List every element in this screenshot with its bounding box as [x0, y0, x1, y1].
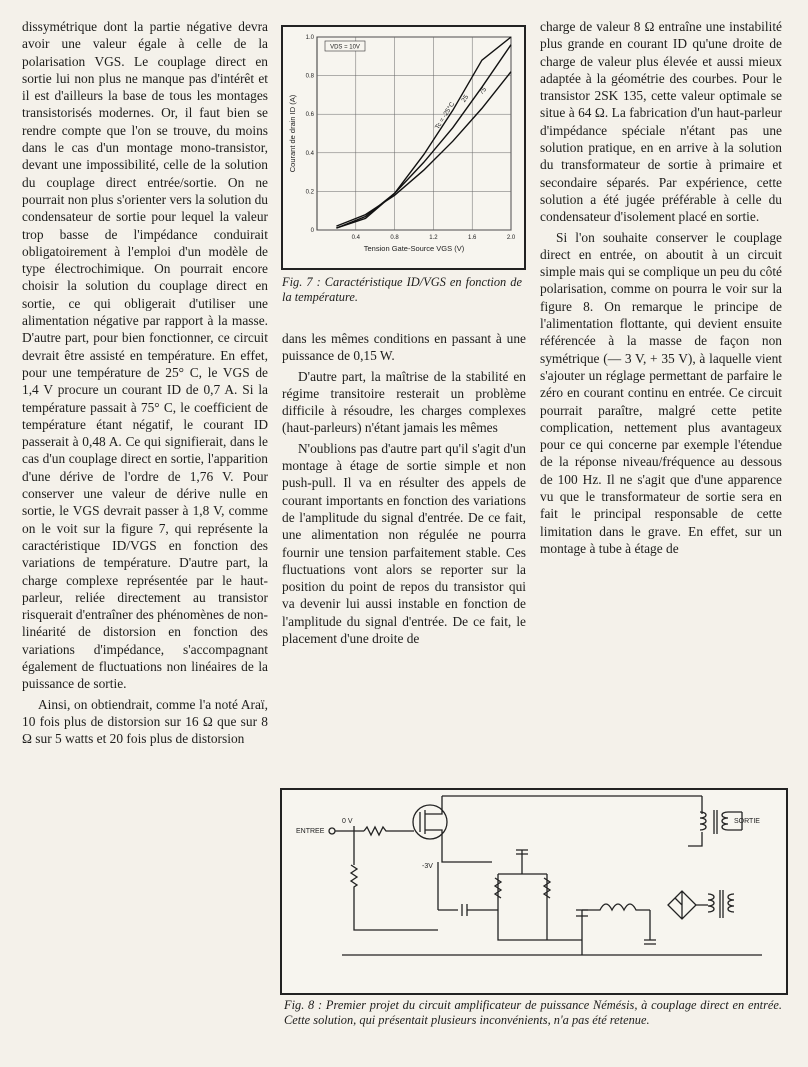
chart-svg: [283, 27, 520, 264]
text-column-1: [22, 18, 268, 750]
capacitor: [438, 904, 498, 916]
paragraph: D'autre part, la maîtrise de la stabilité en régime transitoire resterait un problème difficile à résoudre, les charges complexes (haut-parleurs) n'étant jamais les mêmes: [282, 368, 526, 436]
legend-label: VDS = 10V: [330, 44, 360, 51]
paragraph: dans les mêmes conditions en passant à une puissance de 0,15 W.: [282, 331, 526, 364]
x-tick-label: 0.4: [351, 235, 360, 241]
potentiometer: [516, 850, 528, 874]
output-transformer: [700, 810, 728, 834]
capacitor: [644, 910, 656, 944]
text-column-2: [282, 330, 526, 650]
label-input: ENTREE: [296, 828, 325, 835]
paragraph: dissymétrique dont la partie négative devra avoir une valeur égale à celle de la polarisation VGS. Le couplage direct en sortie lui non plus ne manque pas d'intérêt et il est d'ailleurs la base de tous les montages transistorisés modernes. Or, il faut bien se rendre compte que l'on se trouve, du moins dans le cas d'un montage mono-transistor, devant une impossibilité, celle de la solution du couplage direct entrée/sortie. On ne pourrait non plus s'orienter vers la solution du condensateur de sortie pour lequel la valeur trop basse de l'impédance conduirait obligatoirement à l'emploi d'un modèle de type électrochimique. On pourrait encore choisir la solution du couplage direct en sortie, ce qui obligerait d'utiliser une alimentation négative par rapport à la masse. D'autre part, pour bien fonctionner, ce circuit devrait être assisté en température. En effet, pour une température de 25° C, le VGS de 1,4 V procure un courant ID de 0,7 A. Si la température passait à 75° C, le coefficient de température étant négatif, le courant ID passerait à 0,48 A. Ce qui signifierait, dans le cas d'un couplage direct en sortie, l'apparition d'une dérive de l'ordre de 1,76 V. Pour conserver une valeur de dérive nulle en sortie, le VGS devrait passer à 1,8 V, comme on le voit sur la figure 7, qui représente la caractéristique ID/VGS en fonction des variations de température. D'autre part, la charge complexe représentée par le haut-parleur, reliée directement au transistor risquerait d'entraîner des phénomènes de non-linéarité de distorsion en fonction des variations d'impédance, s'accompagnant également de fluctuations non linéaires de la puissance de sortie.: [22, 19, 269, 692]
series-line: [336, 37, 511, 228]
paragraph: N'oublions pas d'autre part qu'il s'agit d'un montage à étage de sortie simple et non push-pull. Il va en résulter des appels de courant importants en fonction des variations de l'amplitude du signal d'entrée. De ce fait, une alimentation non régulée ne pourra fournir une tension parfaitement stable. Ces fluctuations vont alors se reporter sur la position du point de repos du transistor qui va devenir lui aussi instable en fonction de l'amplitude du signal d'entrée. De ce fait, le placement d'une droite de: [282, 440, 526, 647]
schematic-svg: [282, 790, 782, 989]
plot-frame: [317, 37, 511, 230]
paragraph: Si l'on souhaite conserver le couplage direct en entrée, on aboutit à un circuit simple mais qui se complique un peu du côté polarisation, comme on pourra le voir sur la figure 8. On remarque le principe de l'alimentation flottante, qui devient ensuite référencée à la masse de façon non symétrique (— 3 V, + 35 V), à laquelle vient s'ajouter un réglage permettant de parfaire le zéro en courant continu en entrée. Ce circuit pourrait paraître, malgré cette petite complication, nettement plus avantageux pour ce qui concerne par exemple l'étendue de la réponse niveau/fréquence au dessous de 100 Hz. Il ne s'agit que d'une apparence vu que le transformateur de sortie sera en fait le principal responsable de cette limitation dans le grave. En effet, sur un montage à tube à étage de: [540, 229, 782, 556]
paragraph: charge de valeur 8 Ω entraîne une instabilité plus grande en courant ID qu'une droite de charge de valeur plus élevée et aussi mieux adaptée à la géométrie des courbes. Pour le transistor 2SK 135, cette valeur optimale se situe à 64 Ω. La fabrication d'un haut-parleur d'impédance spéciale n'étant pas une solution pratique, en en arrive à la solution du transformateur de sortie à primaire et secondaire séparés. Par expérience, cette solution a été jugée préférable à celle du condensateur d'isolement placé en sortie.: [540, 19, 782, 225]
resistor: [495, 874, 501, 910]
y-tick-label: 0: [310, 228, 314, 234]
figure-8-caption: Fig. 8 : Premier projet du circuit amplificateur de puissance Némésis, à couplage direct en entrée. Cette solution, qui présentait plusieurs inconvénients, n'a pas été retenue.: [284, 998, 782, 1028]
figure-7-chart: [281, 25, 526, 270]
label-output: SORTIE: [734, 818, 760, 825]
label-0v: 0 V: [342, 818, 353, 825]
figure-8-schematic: [280, 788, 788, 995]
text-column-3: [540, 18, 782, 560]
wire: [688, 796, 702, 846]
x-tick-label: 1.2: [429, 235, 438, 241]
series-line: [336, 72, 511, 226]
choke: [582, 904, 650, 910]
wire: [498, 910, 582, 940]
filter-capacitor: [576, 910, 588, 955]
y-tick-label: 1.0: [305, 35, 314, 41]
y-tick-label: 0.6: [305, 112, 314, 119]
bridge-rectifier: [668, 891, 696, 919]
y-tick-label: 0.2: [305, 189, 314, 196]
x-axis-label: Tension Gate-Source VGS (V): [363, 244, 465, 253]
y-tick-label: 0.8: [305, 73, 314, 80]
y-axis-label: Courant de drain ID (A): [288, 94, 297, 173]
input-resistor: [351, 831, 438, 930]
paragraph: Ainsi, on obtiendrait, comme l'a noté Araï, 10 fois plus de distorsion sur 16 Ω que sur 8 Ω sur 5 watts et 20 fois plus de distorsion: [22, 696, 268, 747]
mains-transformer: [696, 890, 734, 918]
wire: [442, 796, 702, 862]
resistor: [498, 874, 550, 910]
series-line: [336, 45, 511, 228]
label-minus3v: -3V: [422, 863, 433, 870]
input-terminal: [329, 828, 335, 834]
x-tick-label: 1.6: [468, 235, 477, 241]
gate-resistor: [364, 827, 414, 835]
series-label: Tc = -25°C: [434, 101, 457, 131]
series-label: 25: [460, 93, 471, 104]
y-tick-label: 0.4: [305, 150, 314, 157]
figure-7-caption: Fig. 7 : Caractéristique ID/VGS en fonction de la température.: [282, 275, 522, 305]
x-tick-label: 2.0: [506, 235, 516, 241]
x-tick-label: 0.8: [390, 235, 399, 241]
series-label: 75: [478, 86, 489, 97]
